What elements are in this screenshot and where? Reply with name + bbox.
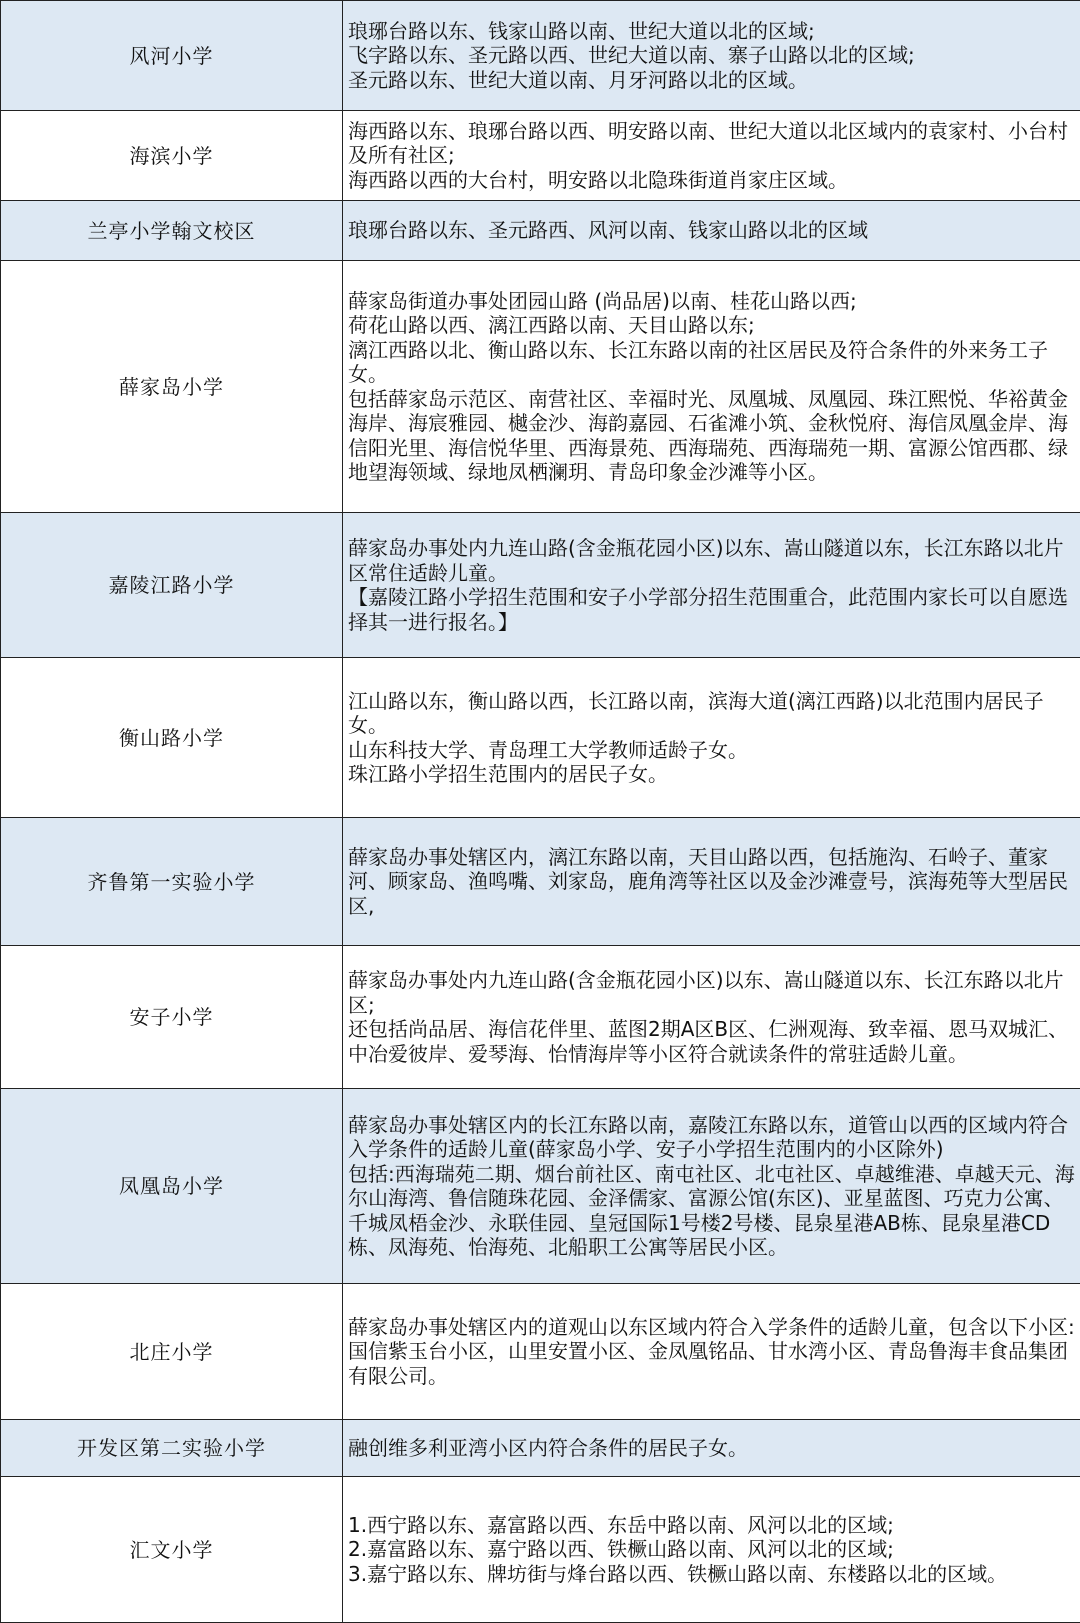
catchment-area-line: 包括薛家岛示范区、南营社区、幸福时光、凤凰城、凤凰园、珠江熙悦、华裕黄金海岸、海宸雅园、樾金沙、海韵嘉园、石雀滩小筑、金秋悦府、海信凤凰金岸、海信阳光里、海信悦华里、西海景苑、西海瑞苑、西海瑞苑一期、富源公馆西郡、绿地望海领域、绿地凤栖澜玥、青岛印象金沙滩等小区。 xyxy=(348,387,1076,485)
catchment-area-line: 还包括尚品居、海信花伴里、蓝图2期A区B区、仁洲观海、致幸福、恩马双城汇、中冶爱彼岸、爱琴海、怡情海岸等小区符合就读条件的常驻适龄儿童。 xyxy=(348,1017,1076,1066)
table-row xyxy=(1,201,1080,261)
table-row xyxy=(1,1089,1080,1284)
school-name-cell: 汇文小学 xyxy=(1,1477,343,1623)
catchment-area-line: 薛家岛办事处辖区内的长江东路以南，嘉陵江东路以东，道管山以西的区域内符合入学条件的适龄儿童(薛家岛小学、安子小学招生范围内的小区除外) xyxy=(348,1113,1076,1162)
catchment-area-cell xyxy=(343,1420,1080,1477)
catchment-area-line: 漓江西路以北、衡山路以东、长江东路以南的社区居民及符合条件的外来务工子女。 xyxy=(348,338,1076,387)
catchment-area-line: 薛家岛办事处内九连山路(含金瓶花园小区)以东、嵩山隧道以东，长江东路以北片区常住适龄儿童。 xyxy=(348,536,1076,585)
school-name-cell: 开发区第二实验小学 xyxy=(1,1420,343,1477)
school-name-cell: 衡山路小学 xyxy=(1,658,343,818)
catchment-area-cell xyxy=(343,201,1080,261)
table-row xyxy=(1,261,1080,513)
table-row xyxy=(1,658,1080,818)
table-row xyxy=(1,1,1080,111)
catchment-area-line: 薛家岛办事处辖区内的道观山以东区域内符合入学条件的适龄儿童，包含以下小区:国信紫玉台小区，山里安置小区、金凤凰铭品、甘水湾小区、青岛鲁海丰食品集团有限公司。 xyxy=(348,1315,1076,1389)
school-name-cell: 兰亭小学翰文校区 xyxy=(1,201,343,261)
catchment-area-cell xyxy=(343,658,1080,818)
catchment-area-cell xyxy=(343,513,1080,658)
catchment-area-line: 圣元路以东、世纪大道以南、月牙河路以北的区域。 xyxy=(348,68,1076,93)
catchment-area-line: 薛家岛街道办事处团园山路 (尚品居)以南、桂花山路以西; xyxy=(348,289,1076,314)
catchment-area-cell xyxy=(343,1477,1080,1623)
table-row xyxy=(1,1477,1080,1623)
catchment-area-line: 飞字路以东、圣元路以西、世纪大道以南、寨子山路以北的区域; xyxy=(348,43,1076,68)
table-row xyxy=(1,1420,1080,1477)
table-row xyxy=(1,818,1080,946)
catchment-area-cell xyxy=(343,111,1080,201)
school-name-cell: 凤凰岛小学 xyxy=(1,1089,343,1284)
catchment-area-cell xyxy=(343,946,1080,1089)
catchment-area-line: 海西路以西的大台村，明安路以北隐珠街道肖家庄区域。 xyxy=(348,168,1076,193)
catchment-area-line: 琅琊台路以东、钱家山路以南、世纪大道以北的区域; xyxy=(348,19,1076,44)
catchment-area-line: 2.嘉富路以东、嘉宁路以西、铁橛山路以南、风河以北的区域; xyxy=(348,1537,1076,1562)
school-name-cell: 薛家岛小学 xyxy=(1,261,343,513)
school-name-cell: 北庄小学 xyxy=(1,1284,343,1420)
catchment-area-line: 包括:西海瑞苑二期、烟台前社区、南屯社区、北屯社区、卓越维港、卓越天元、海尔山海湾、鲁信随珠花园、金泽儒家、富源公馆(东区)、亚星蓝图、巧克力公寓、千城凤梧金沙、永联佳园、皇冠国际1号楼2号楼、昆泉星港AB栋、昆泉星港CD栋、凤海苑、怡海苑、北船职工公寓等居民小区。 xyxy=(348,1162,1076,1260)
catchment-area-line: 山东科技大学、青岛理工大学教师适龄子女。 xyxy=(348,738,1076,763)
catchment-area-line: 融创维多利亚湾小区内符合条件的居民子女。 xyxy=(348,1436,1076,1461)
catchment-area-cell xyxy=(343,261,1080,513)
catchment-area-cell xyxy=(343,1284,1080,1420)
catchment-area-line: 琅琊台路以东、圣元路西、风河以南、钱家山路以北的区域 xyxy=(348,218,1076,243)
catchment-area-line: 1.西宁路以东、嘉富路以西、东岳中路以南、风河以北的区域; xyxy=(348,1513,1076,1538)
school-name-cell: 海滨小学 xyxy=(1,111,343,201)
catchment-area-line: 荷花山路以西、漓江西路以南、天目山路以东; xyxy=(348,313,1076,338)
school-name-cell: 安子小学 xyxy=(1,946,343,1089)
catchment-area-line: 【嘉陵江路小学招生范围和安子小学部分招生范围重合，此范围内家长可以自愿选择其一进行报名。】 xyxy=(348,585,1076,634)
school-name-cell: 齐鲁第一实验小学 xyxy=(1,818,343,946)
table-row xyxy=(1,1284,1080,1420)
catchment-area-line: 薛家岛办事处辖区内，漓江东路以南，天目山路以西，包括施沟、石岭子、董家河、顾家岛、渔鸣嘴、刘家岛，鹿角湾等社区以及金沙滩壹号，滨海苑等大型居民区, xyxy=(348,845,1076,919)
table-row xyxy=(1,946,1080,1089)
school-name-cell: 风河小学 xyxy=(1,1,343,111)
catchment-area-cell xyxy=(343,818,1080,946)
table-row xyxy=(1,111,1080,201)
catchment-area-line: 薛家岛办事处内九连山路(含金瓶花园小区)以东、嵩山隧道以东、长江东路以北片区; xyxy=(348,968,1076,1017)
catchment-area-line: 海西路以东、琅琊台路以西、明安路以南、世纪大道以北区域内的袁家村、小台村及所有社区; xyxy=(348,119,1076,168)
catchment-area-cell xyxy=(343,1,1080,111)
catchment-area-cell xyxy=(343,1089,1080,1284)
table-body xyxy=(1,1,1080,1623)
catchment-area-line: 江山路以东，衡山路以西，长江路以南，滨海大道(漓江西路)以北范围内居民子女。 xyxy=(348,689,1076,738)
table-row xyxy=(1,513,1080,658)
school-name-cell: 嘉陵江路小学 xyxy=(1,513,343,658)
catchment-area-line: 珠江路小学招生范围内的居民子女。 xyxy=(348,762,1076,787)
catchment-area-line: 3.嘉宁路以东、牌坊街与烽台路以西、铁橛山路以南、东楼路以北的区域。 xyxy=(348,1562,1076,1587)
